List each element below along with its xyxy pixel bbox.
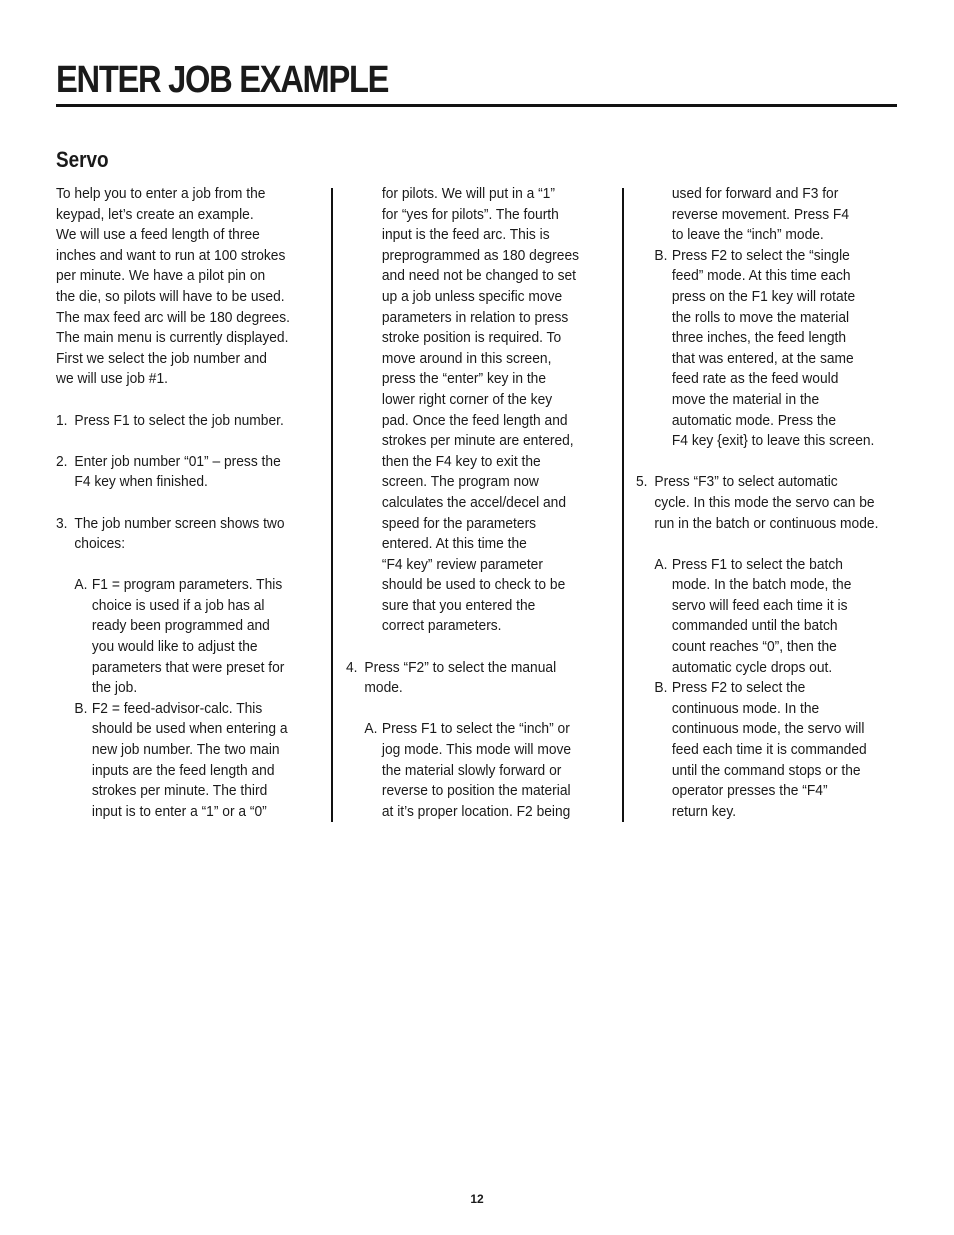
step-number: 2. <box>56 452 68 470</box>
text-line: The main menu is currently displayed. <box>56 329 289 347</box>
text-line: continuous mode, the servo will <box>671 720 865 738</box>
text-line: for pilots. We will put in a “1” <box>381 185 555 202</box>
text-line: strokes per minute. The third <box>91 782 268 800</box>
text-line: strokes per minute are entered, <box>381 432 574 450</box>
substep-letter: B. <box>654 679 668 697</box>
text-line: mode. In the batch mode, the <box>671 576 852 594</box>
text-line: count reaches “0”, then the <box>671 638 837 656</box>
substep-letter: A. <box>364 720 378 738</box>
step-5a <box>636 555 896 679</box>
text-line: feed” mode. At this time each <box>671 267 851 285</box>
text-line: F1 = program parameters. This <box>91 576 283 594</box>
column-3 <box>636 184 896 822</box>
text-line: and need not be changed to set <box>381 267 577 285</box>
text-line: three inches, the feed length <box>671 329 847 347</box>
text-line: inputs are the feed length and <box>91 761 275 779</box>
text-line: press the “enter” key in the <box>381 370 547 388</box>
column-divider <box>331 188 333 822</box>
step-4a <box>346 719 606 822</box>
text-line: inches and want to run at 100 strokes <box>56 246 286 264</box>
text-line: sure that you entered the <box>381 596 536 614</box>
text-line: you would like to adjust the <box>91 638 258 656</box>
text-line: move the material in the <box>671 390 820 408</box>
text-line: the die, so pilots will have to be used. <box>56 287 285 305</box>
title-rule <box>56 104 897 107</box>
text-line: speed for the parameters <box>381 514 537 532</box>
step-number: 5. <box>636 473 648 491</box>
intro-paragraph <box>56 184 315 390</box>
text-line: run in the batch or continuous mode. <box>654 514 879 532</box>
text-line: stroke position is required. To <box>381 329 562 347</box>
step-1 <box>56 411 315 432</box>
text-line: choices: <box>74 535 126 553</box>
text-line: parameters that were preset for <box>91 658 285 676</box>
text-line: F4 key when finished. <box>74 473 208 491</box>
text-line: reverse movement. Press F4 <box>671 205 850 223</box>
text-line: Enter job number “01” – press the <box>74 452 281 470</box>
text-line: we will use job #1. <box>56 370 168 388</box>
substep-letter: A. <box>74 576 88 594</box>
text-line: entered. At this time the <box>381 535 527 553</box>
text-line: until the command stops or the <box>671 761 861 779</box>
step-3b <box>56 699 315 823</box>
text-line: choice is used if a job has al <box>91 596 265 614</box>
text-line: that was entered, at the same <box>671 349 854 367</box>
text-line: parameters in relation to press <box>381 308 569 326</box>
text-line: the job. <box>91 679 138 697</box>
step-number: 1. <box>56 411 68 429</box>
text-line: keypad, let’s create an example. <box>56 205 254 223</box>
text-line: reverse to position the material <box>381 782 571 800</box>
page-number: 12 <box>470 1192 484 1206</box>
step-3b-continued <box>346 184 606 637</box>
text-line: jog mode. This mode will move <box>381 741 572 759</box>
text-line: then the F4 key to exit the <box>381 452 541 470</box>
text-line: To help you to enter a job from the <box>56 185 266 202</box>
column-divider <box>622 188 624 822</box>
text-line: Press F1 to select the job number. <box>74 411 284 429</box>
substep-letter: B. <box>654 246 668 264</box>
text-line: used for forward and F3 for <box>671 185 839 202</box>
text-line: input is the feed arc. This is <box>381 226 550 244</box>
text-line: operator presses the “F4” <box>671 782 828 800</box>
substep-letter: B. <box>74 699 88 717</box>
text-line: “F4 key” review parameter <box>381 555 543 573</box>
text-line: the material slowly forward or <box>381 761 562 779</box>
text-line: automatic cycle drops out. <box>671 658 833 676</box>
text-line: return key. <box>671 802 737 820</box>
step-3a <box>56 575 315 699</box>
text-line: Press F1 to select the “inch” or <box>381 720 570 738</box>
text-line: for “yes for pilots”. The fourth <box>381 205 559 223</box>
text-line: We will use a feed length of three <box>56 226 260 244</box>
text-line: press on the F1 key will rotate <box>671 287 856 305</box>
step-5b <box>636 678 896 822</box>
text-line: pad. Once the feed length and <box>381 411 568 429</box>
column-2 <box>346 184 606 822</box>
text-line: preprogrammed as 180 degrees <box>381 246 580 264</box>
step-number: 3. <box>56 514 68 532</box>
text-line: continuous mode. In the <box>671 699 820 717</box>
text-line: automatic mode. Press the <box>671 411 837 429</box>
step-4 <box>346 658 606 699</box>
text-line: servo will feed each time it is <box>671 596 848 614</box>
text-line: Press “F3” to select automatic <box>654 473 838 491</box>
column-1 <box>56 184 315 822</box>
text-line: F4 key {exit} to leave this screen. <box>671 432 875 450</box>
text-line: move around in this screen, <box>381 349 552 367</box>
text-line: should be used when entering a <box>91 720 288 738</box>
text-line: to leave the “inch” mode. <box>671 226 824 244</box>
text-line: at it’s proper location. F2 being <box>381 802 571 820</box>
step-4a-continued <box>636 184 896 246</box>
text-line: should be used to check to be <box>381 576 566 594</box>
substep-letter: A. <box>654 555 668 573</box>
text-line: per minute. We have a pilot pin on <box>56 267 266 285</box>
text-line: cycle. In this mode the servo can be <box>654 493 875 511</box>
text-line: up a job unless specific move <box>381 287 563 305</box>
text-line: commanded until the batch <box>671 617 838 635</box>
step-2 <box>56 452 315 493</box>
text-line: the rolls to move the material <box>671 308 850 326</box>
text-line: Press F2 to select the “single <box>671 246 850 264</box>
text-line: F2 = feed-advisor-calc. This <box>91 699 263 717</box>
section-heading: Servo <box>56 147 109 172</box>
text-line: new job number. The two main <box>91 741 280 759</box>
step-number: 4. <box>346 658 358 676</box>
text-line: First we select the job number and <box>56 349 267 367</box>
text-line: mode. <box>364 679 403 697</box>
text-line: feed each time it is commanded <box>671 741 867 759</box>
text-line: input is to enter a “1” or a “0” <box>91 802 267 820</box>
text-line: ready been programmed and <box>91 617 270 635</box>
text-line: Press F2 to select the <box>671 679 806 697</box>
step-5 <box>636 472 896 534</box>
text-line: The job number screen shows two <box>74 514 285 532</box>
text-line: The max feed arc will be 180 degrees. <box>56 308 290 326</box>
page-title: ENTER JOB EXAMPLE <box>56 59 389 101</box>
text-line: correct parameters. <box>381 617 502 635</box>
step-3 <box>56 514 315 555</box>
text-line: calculates the accel/decel and <box>381 493 567 511</box>
text-line: screen. The program now <box>381 473 539 491</box>
text-line: lower right corner of the key <box>381 390 553 408</box>
text-line: Press “F2” to select the manual <box>364 658 557 676</box>
text-line: Press F1 to select the batch <box>671 555 843 573</box>
step-4b <box>636 246 896 452</box>
text-line: feed rate as the feed would <box>671 370 839 388</box>
